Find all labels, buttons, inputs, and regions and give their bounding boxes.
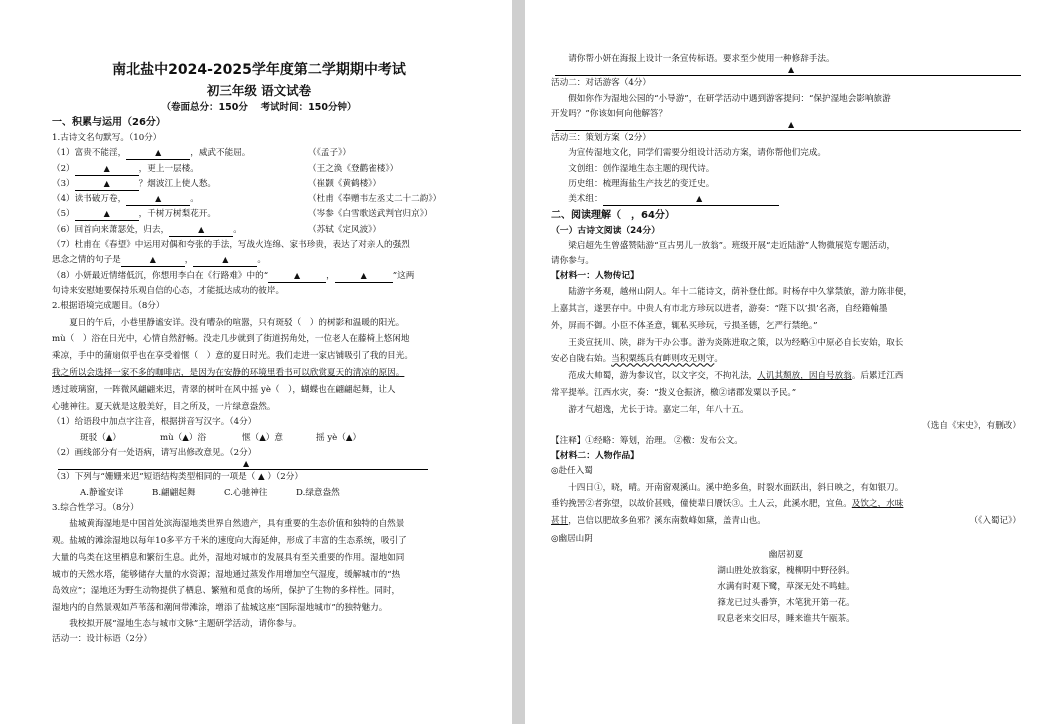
- answer-blank[interactable]: ▲: [335, 270, 393, 283]
- option-d[interactable]: D.绿意盎然: [296, 487, 340, 498]
- material-1-p1-line-2: 上嘉其言，遂罢存中。中贵人有市北方珍玩以进者，游奏：“陛下以‘损’名斋，自经籍翰墨: [551, 304, 888, 315]
- q2-sub-3: （3）下列与“姗姗来迟”短语结构类型相同的一项是（ ▲ ）（2分）: [52, 472, 303, 483]
- q2-passage-underlined-sentence: 我之所以会选择一家不多的咖啡店，是因为在安静的环境里看书可以欣赏夏天的清凉的原因。: [52, 367, 405, 378]
- poem-2-title: ◎幽居山阴: [551, 533, 593, 544]
- q1-item-3: （3） ▲ ？烟波江上使人愁。 （崔颢《黄鹤楼》）: [52, 178, 382, 189]
- q2-passage-line-5: 透过玻璃窗，一阵微风翩翩来迟，青翠的树叶在风中摇 yè（ ），蝴蝶也在翩翩起舞，让人: [52, 384, 396, 395]
- poem-2-line-1: 湖山胜处放翁家，槐柳阴中野径斜。: [717, 566, 855, 577]
- q2-sub-3-options: [52, 486, 498, 501]
- activity-3-line-3: 历史组：梳理海盐生产技艺的变迁史。: [568, 179, 715, 190]
- answer-blank[interactable]: ▲: [603, 193, 779, 206]
- q1-item-5: （5） ▲ ，千树万树梨花开。 （岑参《白雪歌送武判官归京》）: [52, 209, 433, 220]
- q2-sub-1-items: 斑驳（▲） mù（▲）浴 惬（▲）意 摇 yè（▲）: [80, 432, 362, 443]
- q2-passage-line-1: 夏日的午后，小巷里静谧安详。没有嘈杂的喧嚣，只有斑驳（ ）的树影和温暖的阳光。: [69, 317, 405, 328]
- question-3: 3.综合性学习。（8分）: [52, 502, 139, 513]
- exam-page-right: [525, 0, 1043, 724]
- material-1-heading: 【材料一：人物传记】: [551, 271, 639, 282]
- q1-item-8-line-1: （8）小妍最近情绪低沉，你想用李白在《行路难》中的“ ▲ ， ▲ ”这两: [52, 270, 415, 281]
- exam-page-left: [0, 0, 512, 724]
- poem-2-line-2: 水满有时观下鹭，草深无处不鸣蛙。: [717, 582, 855, 593]
- answer-blank[interactable]: ▲: [126, 147, 190, 160]
- activity-2-line-2: 开发吗？”你该如何向他解答？: [551, 108, 668, 119]
- exam-title: 南北盐中2024-2025学年度第二学期期中考试: [112, 62, 406, 78]
- poem-2-line-4: 叹息老来交旧尽，睡来谁共午瓯茶。: [717, 614, 855, 625]
- q1-item-4: （4）读书破万卷， ▲ 。 （杜甫《奉赠韦左丞丈二十二韵》）: [52, 194, 442, 205]
- material-1-p1-line-3: 外，屏而不御。小臣不体圣意，辄私买珍玩，亏损圣德，乞严行禁绝。”: [551, 320, 818, 331]
- q1-item-6: （6）回首向来萧瑟处，归去， ▲ 。 （苏轼《定风波》）: [52, 224, 382, 235]
- option-a[interactable]: A.静谧安详: [80, 487, 124, 498]
- q1-item-7-line-2: 思念之情的句子是 ▲ ， ▲ 。: [52, 255, 266, 266]
- option-b[interactable]: B.翩翩起舞: [152, 487, 196, 498]
- poem-2-line-3: 箨龙已过头番笋，木笔犹开第一花。: [717, 598, 855, 609]
- answer-line[interactable]: ▲: [555, 122, 1021, 131]
- answer-line[interactable]: ▲: [555, 67, 1021, 76]
- activity-1-task: 请你帮小妍在海报上设计一条宣传标语。要求至少使用一种修辞手法。: [568, 54, 835, 64]
- q3-intro: 我校拟开展“湿地生态与城市文脉”主题研学活动，请你参与。: [69, 618, 302, 629]
- subsection-1-heading: （一）古诗文阅读（24分）: [551, 225, 661, 236]
- activity-3-line-2: 文创组：创作湿地生态主题的现代诗。: [568, 163, 715, 174]
- material-1-p1-line-1: 陆游字务观，越州山阴人。年十二能诗文，荫补登仕郎。时杨存中久掌禁旅，游力陈非便，: [568, 287, 912, 298]
- poem-1-source: （《入蜀记》）: [969, 516, 1021, 527]
- subsection-1-intro-2: 请你参与。: [551, 255, 594, 266]
- q2-sub-2: （2）画线部分有一处语病，请写出修改意见。（2分）: [52, 447, 257, 458]
- activity-2: 活动二：对话游客（4分）: [551, 78, 651, 89]
- activity-1: 活动一：设计标语（2分）: [52, 634, 152, 645]
- answer-blank[interactable]: ▲: [75, 178, 139, 191]
- q1-item-7-line-1: （7）杜甫在《春望》中运用对偶和夸张的手法，写战火连绵、家书珍贵，表达了对亲人的强烈: [52, 240, 410, 251]
- exam-subtitle: 初三年级 语文试卷: [206, 83, 312, 98]
- q3-passage-line-3: 大量的鸟类在这里栖息和繁衍生息。此外，湿地对城市的发展具有至关重要的作用。湿地如同: [52, 552, 405, 563]
- activity-3-line-1: 为宣传湿地文化，同学们需要分组设计活动方案，请你帮他们完成。: [568, 148, 827, 159]
- q1-item-1: （1）富贵不能淫， ▲ ，威武不能屈。 （《孟子》）: [52, 148, 351, 159]
- material-1-p2-line-1: 王炎宣抚川、陕，辟为干办公事。游为炎陈进取之策，以为经略①中原必自长安始，取长: [568, 337, 904, 348]
- section-1-heading: 一、积累与运用（26分）: [52, 117, 166, 128]
- answer-blank[interactable]: ▲: [268, 270, 326, 283]
- answer-blank[interactable]: ▲: [75, 163, 139, 176]
- q3-passage-line-6: 湿地内的自然景观如芦苇荡和潮间带滩涂，增添了盐城这座“国际湿地城市”的独特魅力。: [52, 603, 388, 614]
- material-1-source: （选自《宋史》，有删改）: [922, 420, 1021, 431]
- poem-1-line-3: 甚甘，岂信以肥故多鱼邪？溪东南数峰如黛，盖青山也。 （《入蜀记》）: [551, 513, 1021, 530]
- q2-passage-line-2: mù（ ）浴在日光中，心情自然舒畅。没走几步就到了街道拐角处，一位老人在藤椅上悠闲地: [52, 334, 410, 345]
- poem-1-line-1: 十四日①，晓，晴。开南窗观溪山。溪中绝多鱼，时裂水面跃出，斜日映之，有如银刀。: [568, 482, 904, 493]
- material-2-heading: 【材料二：人物作品】: [551, 451, 639, 462]
- page-gutter: [512, 0, 525, 724]
- material-1-p2-line-2: 安必自陇右始。当积粟练兵有衅则攻无则守。: [551, 354, 723, 365]
- q2-passage-line-6: 心驰神往。夏天就是这般美好，目之所及，一片绿意盎然。: [52, 401, 276, 412]
- poem-1-title: ◎赴任入蜀: [551, 466, 593, 477]
- q3-passage-line-1: 盐城黄海湿地是中国首处滨海湿地类世界自然遗产，具有重要的生态价值和独特的自然景: [69, 519, 405, 530]
- answer-blank[interactable]: ▲: [126, 193, 190, 206]
- exam-info: （卷面总分：150分 考试时间：150分钟）: [161, 102, 357, 113]
- poem-2-name: 幽居初夏: [768, 550, 804, 561]
- material-1-p3-line-2: 常平提举。江西水灾，奏：“拨义仓振济，檄②诸郡发粟以予民。”: [551, 388, 797, 399]
- q3-passage-line-4: 城市的天然水塔，能够储存大量的水资源；湿地通过蒸发作用增加空气湿度，缓解城市的“热: [52, 569, 401, 580]
- question-2: 2.根据语境完成题目。（8分）: [52, 301, 165, 312]
- q1-item-8-line-2: 句诗来安慰她要保持乐观自信的心态，才能抵达成功的彼岸。: [52, 285, 285, 296]
- option-c[interactable]: C.心驰神往: [224, 487, 268, 498]
- q1-item-2: （2） ▲ ，更上一层楼。 （王之涣《登鹳雀楼》）: [52, 163, 399, 174]
- q2-sub-1: （1）给语段中加点字注音，根据拼音写汉字。（4分）: [52, 417, 257, 428]
- answer-line[interactable]: ▲: [58, 461, 428, 470]
- underlined-sentence: 人讥其颓放，因自号放翁: [757, 371, 852, 382]
- answer-blank[interactable]: ▲: [193, 254, 257, 267]
- answer-blank[interactable]: ▲: [75, 208, 139, 221]
- q3-passage-line-5: 岛效应”；湿地还为野生动物提供了栖息、繁殖和觅食的场所，保护了生物的多样性。同时，: [52, 586, 401, 597]
- q2-passage-line-3: 乘凉，手中的蒲扇似乎也在享受着惬（ ）意的夏日时光。我们走进一家店铺吸引了我的目光。: [52, 351, 413, 362]
- activity-3: 活动三：策划方案（2分）: [551, 133, 651, 144]
- question-1: 1.古诗文名句默写。（10分）: [52, 133, 162, 143]
- answer-blank[interactable]: ▲: [169, 224, 233, 237]
- q3-passage-line-2: 观。盐城的滩涂湿地以每年10多平方千米的速度向大海延伸，形成了丰富的生态系统，吸引了: [52, 535, 407, 546]
- annotation: 【注释】①经略：筹划，治理。 ②檄：发布公文。: [551, 435, 743, 446]
- subsection-1-intro-1: 梁启超先生曾盛赞陆游“亘古男儿一放翁”。班级开展“走近陆游”人物微展览专题活动，: [568, 240, 896, 251]
- material-1-p3-line-1: 范成大帅蜀，游为参议官，以文字交，不拘礼法，人讥其颓放，因自号放翁。后累迁江西: [568, 371, 904, 382]
- material-1-p4: 游才气超逸，尤长于诗。嘉定二年，年八十五。: [568, 404, 749, 415]
- wavy-underlined-sentence: 当积粟练兵有衅则攻无则守: [611, 354, 715, 365]
- section-2-heading: 二、阅读理解（ ，64分）: [551, 209, 675, 221]
- activity-3-art: 美术组： ▲: [551, 192, 1021, 207]
- answer-blank[interactable]: ▲: [121, 254, 185, 267]
- activity-2-line-1: 假如你作为湿地公园的“小导游”，在研学活动中遇到游客提问：“保护湿地会影响旅游: [568, 93, 891, 104]
- poem-1-line-2: 垂钓挽罟②者弥望，以故价甚贱，僮使辈日餍饫③。土人云，此溪水肥，宜鱼。及饮之，水味: [551, 499, 904, 510]
